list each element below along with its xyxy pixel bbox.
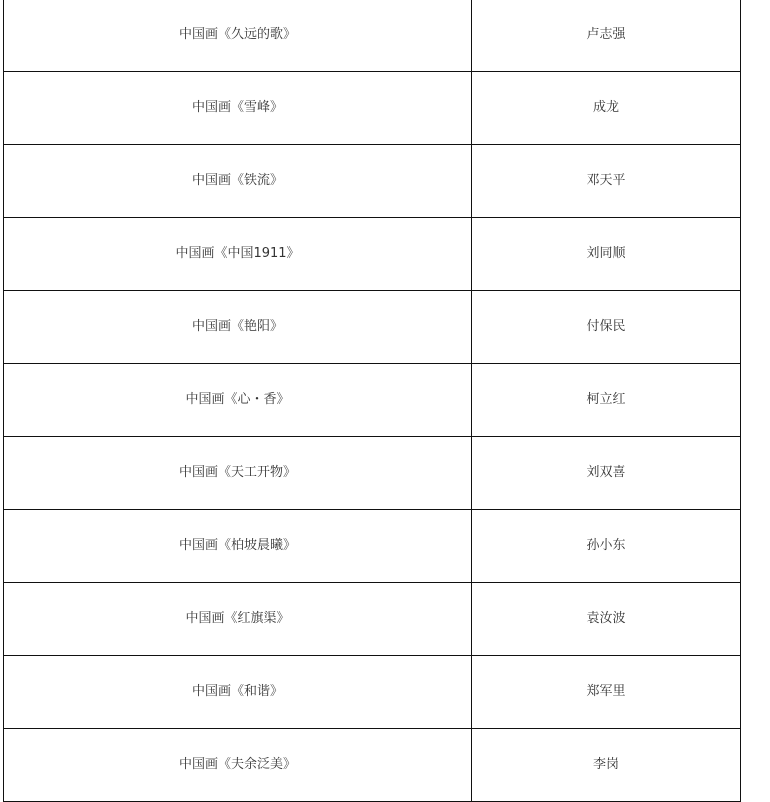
artwork-title-cell: 中国画《和谐》 [4,656,472,729]
table-row [4,145,741,218]
table-row [4,364,741,437]
artist-name-cell: 成龙 [472,72,741,145]
artwork-title-cell: 中国画《雪峰》 [4,72,472,145]
artwork-table-container [3,0,740,802]
artwork-table [3,0,741,802]
artwork-title-cell: 中国画《柏坡晨曦》 [4,510,472,583]
table-row [4,729,741,802]
artist-name-cell: 李岗 [472,729,741,802]
artwork-title-cell: 中国画《艳阳》 [4,291,472,364]
artwork-table-body [4,0,741,802]
artwork-title-cell: 中国画《夫余泛美》 [4,729,472,802]
artist-name-cell: 郑军里 [472,656,741,729]
artist-name-cell: 邓天平 [472,145,741,218]
artist-name-cell: 孙小东 [472,510,741,583]
table-row [4,510,741,583]
artist-name-cell: 刘双喜 [472,437,741,510]
artist-name-cell: 刘同顺 [472,218,741,291]
artist-name-cell: 袁汝波 [472,583,741,656]
table-row [4,0,741,72]
artwork-title-cell: 中国画《红旗渠》 [4,583,472,656]
table-row [4,291,741,364]
table-row [4,218,741,291]
artist-name-cell: 卢志强 [472,0,741,72]
table-row [4,583,741,656]
table-row [4,437,741,510]
table-row [4,656,741,729]
artwork-title-cell: 中国画《天工开物》 [4,437,472,510]
artist-name-cell: 柯立红 [472,364,741,437]
artwork-title-cell: 中国画《中国1911》 [4,218,472,291]
artwork-title-cell: 中国画《心・香》 [4,364,472,437]
artwork-title-cell: 中国画《久远的歌》 [4,0,472,72]
table-row [4,72,741,145]
artist-name-cell: 付保民 [472,291,741,364]
artwork-title-cell: 中国画《铁流》 [4,145,472,218]
